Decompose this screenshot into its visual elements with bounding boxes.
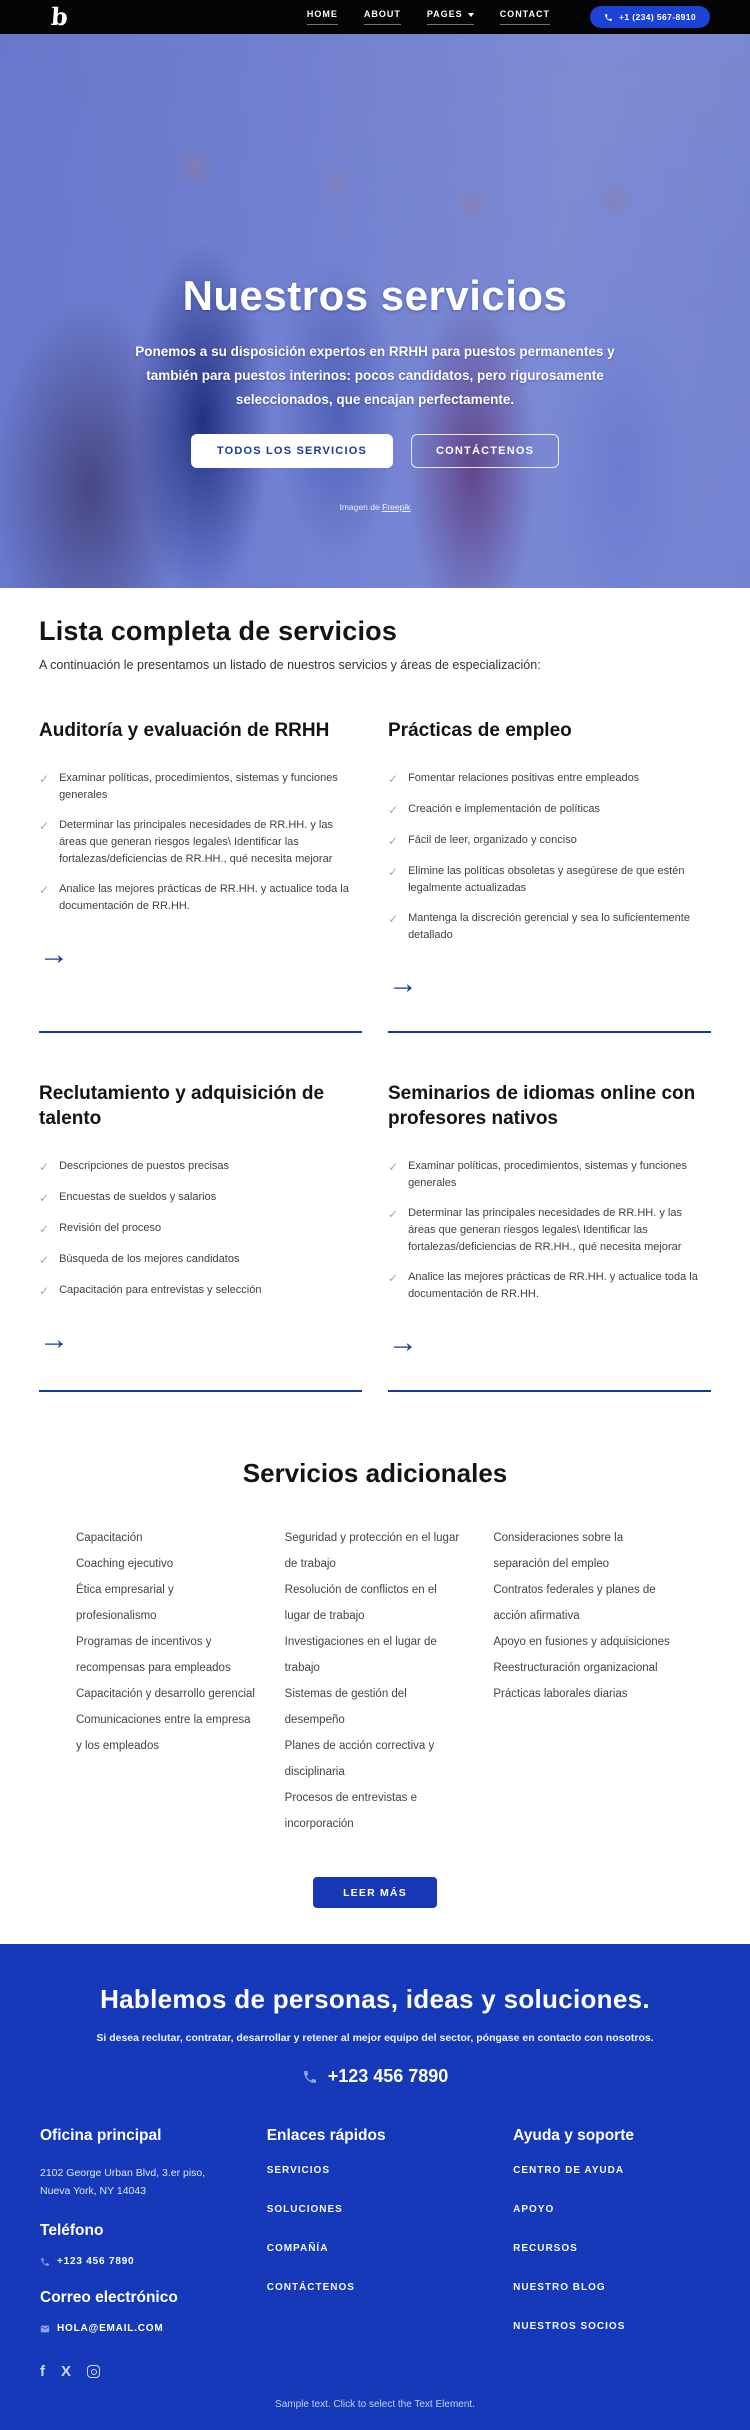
service-list bbox=[39, 770, 362, 915]
additional-service-item: Ética empresarial y profesionalismo bbox=[76, 1584, 174, 1623]
footer-quicklinks-column bbox=[267, 2127, 493, 2379]
additional-service-item: Coaching ejecutivo bbox=[76, 1558, 174, 1571]
read-more-arrow[interactable]: → bbox=[388, 966, 418, 1000]
footer-link[interactable]: CENTRO DE AYUDA bbox=[513, 2165, 625, 2177]
phone-title: Teléfono bbox=[40, 2222, 104, 2240]
service-list-item: ✓ Determinar las principales necesidades de RR.HH. y las áreas que generan riesgos legales\ Identificar las fortalezas/deficiencias de RR.HH., qué necesita mejorar bbox=[388, 1205, 711, 1256]
service-list-item: ✓ Fomentar relaciones positivas entre empleados bbox=[388, 771, 640, 786]
services-subheading: A continuación le presentamos un listado de nuestros servicios y áreas de especialización: bbox=[39, 658, 541, 672]
footer-subheading: Si desea reclutar, contratar, desarrollar y retener al mejor equipo del sector, póngase en contacto con nosotros. bbox=[96, 2032, 654, 2045]
x-twitter-icon[interactable]: X bbox=[61, 2363, 72, 2381]
service-list-item: ✓ Búsqueda de los mejores candidatos bbox=[39, 1253, 240, 1268]
additional-service-item: Programas de incentivos y recompensas para empleados bbox=[76, 1636, 231, 1675]
additional-services-grid bbox=[76, 1525, 674, 1837]
service-list-item: ✓ Capacitación para entrevistas y selección bbox=[39, 1284, 262, 1299]
divider bbox=[39, 1390, 362, 1392]
instagram-icon[interactable] bbox=[87, 2365, 100, 2378]
additional-service-item: Planes de acción correctiva y disciplinaria bbox=[284, 1740, 435, 1779]
footer-link[interactable]: COMPAÑÍA bbox=[266, 2243, 329, 2255]
service-list-item: ✓ Examinar políticas, procedimientos, sistemas y funciones generales bbox=[388, 1158, 711, 1192]
freepik-link[interactable]: Freepik bbox=[382, 502, 411, 513]
footer-office-column bbox=[40, 2127, 247, 2379]
service-list-item: ✓ Fácil de leer, organizado y conciso bbox=[388, 833, 577, 848]
service-list-item: ✓ Encuestas de sueldos y salarios bbox=[39, 1191, 217, 1206]
services-section bbox=[0, 588, 750, 1944]
additional-service-item: Resolución de conflictos en el lugar de trabajo bbox=[284, 1584, 437, 1623]
check-icon: ✓ bbox=[39, 1253, 50, 1268]
service-block-seminarios bbox=[388, 1081, 711, 1393]
check-icon: ✓ bbox=[39, 818, 50, 833]
services-heading: Lista completa de servicios bbox=[39, 616, 398, 646]
additional-service-item: Capacitación bbox=[76, 1532, 143, 1545]
phone-icon bbox=[302, 2069, 318, 2085]
footer bbox=[0, 1944, 750, 2430]
check-icon: ✓ bbox=[388, 802, 399, 817]
additional-col-2 bbox=[285, 1525, 466, 1837]
footer-link[interactable]: APOYO bbox=[513, 2204, 555, 2216]
divider bbox=[39, 1031, 362, 1033]
service-list-item: ✓ Analice las mejores prácticas de RR.HH. y actualice toda la documentación de RR.HH. bbox=[388, 1269, 711, 1303]
additional-service-item: Prácticas laborales diarias bbox=[493, 1688, 628, 1701]
read-more-arrow[interactable]: → bbox=[388, 1326, 418, 1360]
additional-service-item: Procesos de entrevistas e incorporación bbox=[284, 1792, 417, 1831]
check-icon: ✓ bbox=[39, 1284, 50, 1299]
image-credit: Imagen de Freepik bbox=[339, 502, 411, 513]
social-icons bbox=[40, 2364, 247, 2379]
service-block-practicas bbox=[388, 718, 711, 1033]
envelope-icon bbox=[40, 2324, 50, 2334]
service-list-item: ✓ Revisión del proceso bbox=[39, 1222, 162, 1237]
additional-service-item: Sistemas de gestión del desempeño bbox=[284, 1688, 407, 1727]
service-block-title: Seminarios de idiomas online con profesores nativos bbox=[388, 1082, 696, 1130]
check-icon: ✓ bbox=[39, 1222, 50, 1237]
additional-service-item: Contratos federales y planes de acción afirmativa bbox=[493, 1584, 656, 1623]
additional-service-item: Capacitación y desarrollo gerencial bbox=[76, 1688, 255, 1701]
quicklinks-list bbox=[267, 2165, 493, 2293]
footer-link[interactable]: NUESTROS SOCIOS bbox=[513, 2321, 626, 2333]
footer-heading: Hablemos de personas, ideas y soluciones. bbox=[100, 1984, 650, 2015]
additional-service-item: Consideraciones sobre la separación del empleo bbox=[493, 1532, 624, 1571]
support-title: Ayuda y soporte bbox=[513, 2127, 634, 2145]
service-list-item: ✓ Analice las mejores prácticas de RR.HH. y actualice toda la documentación de RR.HH. bbox=[39, 881, 362, 915]
check-icon: ✓ bbox=[388, 864, 399, 879]
check-icon: ✓ bbox=[39, 771, 50, 786]
phone-icon bbox=[40, 2257, 50, 2267]
all-services-button[interactable]: TODOS LOS SERVICIOS bbox=[191, 434, 393, 468]
phone-call-button[interactable]: +1 (234) 567-8910 bbox=[590, 6, 710, 28]
check-icon: ✓ bbox=[388, 1271, 399, 1286]
service-block-title: Reclutamiento y adquisición de talento bbox=[39, 1082, 325, 1130]
quicklinks-title: Enlaces rápidos bbox=[266, 2127, 386, 2145]
service-block-title: Prácticas de empleo bbox=[388, 720, 572, 741]
hero-image bbox=[0, 34, 750, 588]
email-title: Correo electrónico bbox=[40, 2289, 178, 2307]
service-list bbox=[388, 1158, 711, 1303]
services-grid bbox=[26, 718, 724, 1392]
footer-phone-link[interactable]: +123 456 7890 bbox=[40, 2256, 247, 2267]
service-list-item: ✓ Examinar políticas, procedimientos, sistemas y funciones generales bbox=[39, 770, 362, 804]
service-list-item: ✓ Elimine las políticas obsoletas y asegúrese de que estén legalmente actualizadas bbox=[388, 863, 711, 897]
nav-item-home[interactable]: HOME bbox=[307, 9, 338, 25]
service-list-item: ✓ Creación e implementación de políticas bbox=[388, 802, 601, 817]
office-title: Oficina principal bbox=[40, 2127, 162, 2145]
footer-link[interactable]: SERVICIOS bbox=[266, 2165, 330, 2177]
facebook-icon[interactable]: f bbox=[40, 2363, 45, 2381]
check-icon: ✓ bbox=[39, 1191, 50, 1206]
read-more-button[interactable]: LEER MÁS bbox=[313, 1877, 437, 1908]
service-list bbox=[39, 1158, 362, 1300]
service-list-item: ✓ Descripciones de puestos precisas bbox=[39, 1160, 230, 1175]
footer-link[interactable]: SOLUCIONES bbox=[266, 2204, 343, 2216]
service-list-item: ✓ Determinar las principales necesidades de RR.HH. y las áreas que generan riesgos legales\ Identificar las fortalezas/deficiencias de RR.HH., qué necesita mejorar bbox=[39, 817, 362, 868]
check-icon: ✓ bbox=[39, 1160, 50, 1175]
divider bbox=[388, 1031, 711, 1033]
footer-link[interactable]: CONTÁCTENOS bbox=[266, 2282, 355, 2294]
support-list bbox=[513, 2165, 710, 2332]
footer-bottom-text: Sample text. Click to select the Text Element. bbox=[275, 2399, 475, 2411]
check-icon: ✓ bbox=[388, 911, 399, 926]
logo[interactable] bbox=[44, 2, 74, 32]
check-icon: ✓ bbox=[388, 833, 399, 848]
office-address: 2102 George Urban Blvd, 3.er piso, Nueva York, NY 14043 bbox=[40, 2167, 206, 2197]
additional-service-item: Apoyo en fusiones y adquisiciones bbox=[493, 1636, 670, 1649]
additional-service-item: Reestructuración organizacional bbox=[493, 1662, 658, 1675]
check-icon: ✓ bbox=[388, 771, 399, 786]
service-block-auditoria bbox=[39, 718, 362, 1033]
additional-col-1 bbox=[76, 1525, 257, 1837]
nav-item-about[interactable]: ABOUT bbox=[364, 9, 401, 25]
service-block-title: Auditoría y evaluación de RRHH bbox=[39, 720, 330, 741]
additional-service-item: Seguridad y protección en el lugar de trabajo bbox=[284, 1532, 460, 1571]
additional-service-item: Comunicaciones entre la empresa y los empleados bbox=[76, 1714, 251, 1753]
chevron-down-icon bbox=[468, 13, 474, 17]
service-block-reclutamiento bbox=[39, 1081, 362, 1393]
hero-subtitle: Ponemos a su disposición expertos en RRHH para puestos permanentes y también para puestos interinos: pocos candidatos, pero rigurosamente seleccionados, que encajan perfectamente. bbox=[135, 344, 615, 408]
contact-us-button[interactable]: CONTÁCTENOS bbox=[411, 434, 559, 468]
nav-item-contact[interactable]: CONTACT bbox=[500, 9, 550, 25]
service-list-item: ✓ Mantenga la discreción gerencial y sea lo suficientemente detallado bbox=[388, 910, 711, 944]
read-more-arrow[interactable]: → bbox=[39, 937, 69, 971]
footer-email-link[interactable]: HOLA@EMAIL.COM bbox=[40, 2323, 247, 2334]
check-icon: ✓ bbox=[388, 1207, 399, 1222]
phone-icon bbox=[604, 13, 613, 22]
divider bbox=[388, 1390, 711, 1392]
check-icon: ✓ bbox=[388, 1160, 399, 1175]
additional-services-heading: Servicios adicionales bbox=[242, 1458, 508, 1489]
logo-glyph: b bbox=[49, 2, 69, 31]
nav-item-pages[interactable]: PAGES bbox=[427, 9, 474, 25]
service-list bbox=[388, 770, 711, 944]
read-more-arrow[interactable]: → bbox=[39, 1323, 69, 1357]
check-icon: ✓ bbox=[39, 882, 50, 897]
additional-service-item: Investigaciones en el lugar de trabajo bbox=[284, 1636, 437, 1675]
hero-title: Nuestros servicios bbox=[182, 272, 568, 319]
navbar bbox=[0, 0, 750, 34]
footer-phone-cta[interactable]: +123 456 7890 bbox=[40, 2066, 710, 2087]
footer-link[interactable]: RECURSOS bbox=[513, 2243, 578, 2255]
nav-links bbox=[307, 9, 550, 25]
footer-link[interactable]: NUESTRO BLOG bbox=[513, 2282, 606, 2294]
footer-support-column bbox=[513, 2127, 710, 2379]
additional-col-3 bbox=[493, 1525, 674, 1837]
